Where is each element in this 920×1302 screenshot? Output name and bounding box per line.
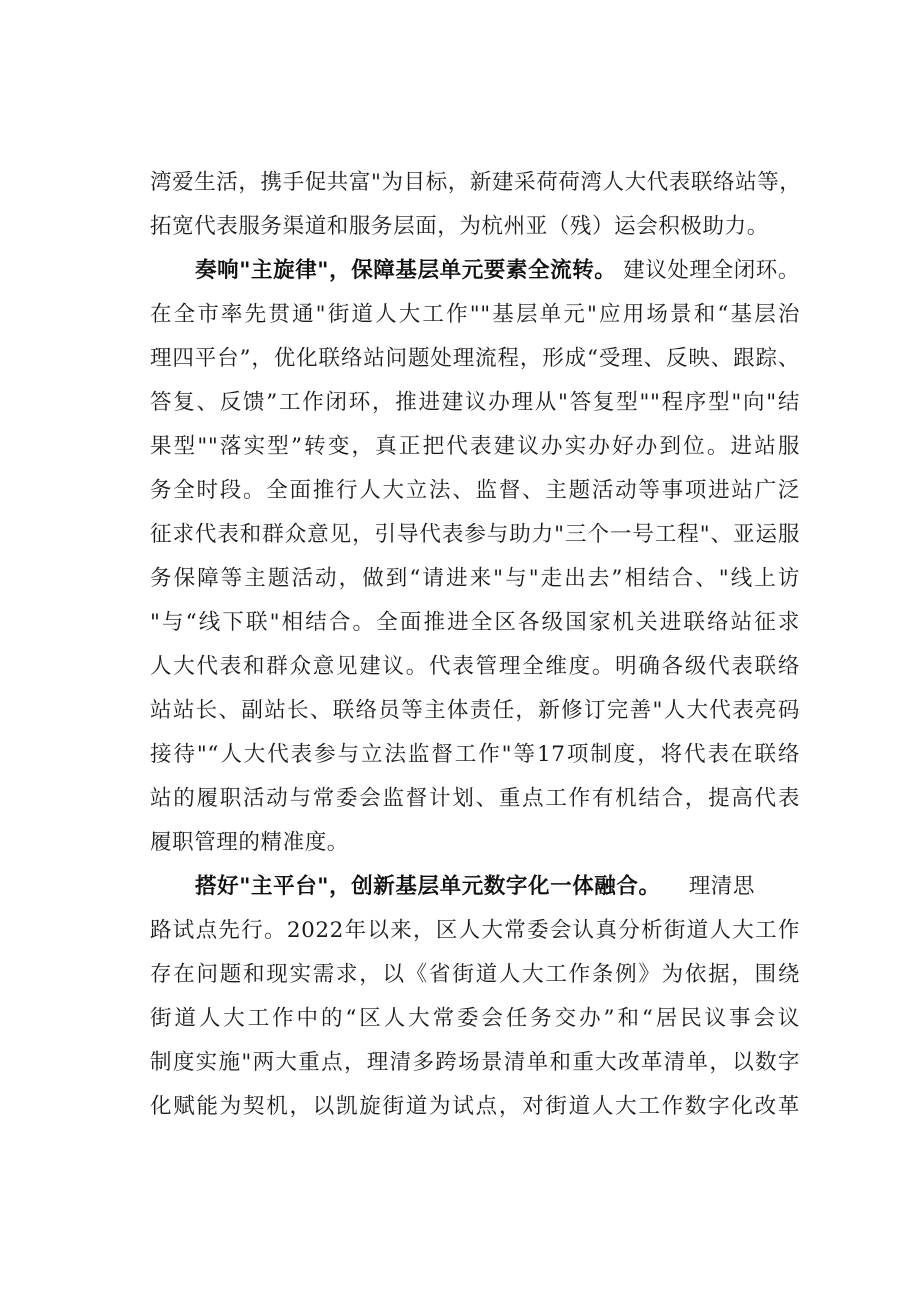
paragraph-3-first-line bbox=[195, 867, 755, 907]
paragraph-2-line-7: 征求代表和群众意见，引导代表参与助力"三个一号工程"、亚运服 bbox=[150, 522, 800, 547]
paragraph-2-line-13: 站的履职活动与常委会监督计划、重点工作有机结合，提高代表 bbox=[150, 786, 800, 811]
paragraph-2-line-6: 务全时段。全面推行人大立法、监督、主题活动等事项进站广泛 bbox=[150, 478, 800, 503]
paragraph-1-line-2: 拓宽代表服务渠道和服务层面，为杭州亚（残）运会积极助力。 bbox=[150, 214, 769, 239]
paragraph-3-line-5: 制度实施"两大重点，理清多跨场景清单和重大改革清单，以数字 bbox=[150, 1050, 800, 1075]
paragraph-3-line-6: 化赋能为契机，以凯旋街道为试点，对街道人大工作数字化改革 bbox=[150, 1094, 800, 1119]
paragraph-2-line-12: 接待"“人大代表参与立法监督工作"等17项制度，将代表在联络 bbox=[150, 742, 800, 767]
paragraph-2-line-11: 站站长、副站长、联络员等主体责任，新修订完善"人大代表亮码 bbox=[150, 698, 800, 723]
paragraph-3-line-1: 理清思 bbox=[688, 874, 755, 899]
paragraph-2-line-9: "与“线下联"相结合。全面推进全区各级国家机关进联络站征求 bbox=[150, 610, 800, 635]
paragraph-2-line-1: 建议处理全闭环。 bbox=[623, 258, 800, 283]
paragraph-3-line-3: 存在问题和现实需求，以《省街道人大工作条例》为依据，围绕 bbox=[150, 962, 800, 987]
paragraph-2-line-5: 果型""落实型”转变，真正把代表建议办实办好办到位。进站服 bbox=[150, 434, 800, 459]
paragraph-3-heading: 搭好"主平台"，创新基层单元数字化一体融合。 bbox=[195, 874, 661, 899]
paragraph-2-heading: 奏响"主旋律"，保障基层单元要素全流转。 bbox=[195, 258, 617, 283]
paragraph-2-first-line bbox=[195, 251, 800, 291]
paragraph-1-line-1: 湾爱生活，携手促共富"为目标，新建采荷荷湾人大代表联络站等， bbox=[150, 170, 802, 195]
paragraph-2-line-10: 人大代表和群众意见建议。代表管理全维度。明确各级代表联络 bbox=[150, 654, 800, 679]
paragraph-2-line-4: 答复、反馈”工作闭环，推进建议办理从"答复型""程序型"向"结 bbox=[150, 390, 800, 415]
paragraph-3-line-2: 路试点先行。2022年以来，区人大常委会认真分析街道人大工作 bbox=[150, 918, 800, 943]
paragraph-2-line-3: 理四平台”，优化联络站问题处理流程，形成“受理、反映、跟踪、 bbox=[150, 346, 800, 371]
paragraph-2-line-8: 务保障等主题活动，做到“请进来"与"走出去”相结合、"线上访 bbox=[150, 566, 800, 591]
paragraph-2-line-2: 在全市率先贯通"街道人大工作""基层单元"应用场景和“基层治 bbox=[150, 302, 800, 327]
paragraph-2-line-14: 履职管理的精准度。 bbox=[150, 830, 349, 855]
paragraph-3-line-4: 街道人大工作中的“区人大常委会任务交办”和“居民议事会议 bbox=[150, 1006, 800, 1031]
